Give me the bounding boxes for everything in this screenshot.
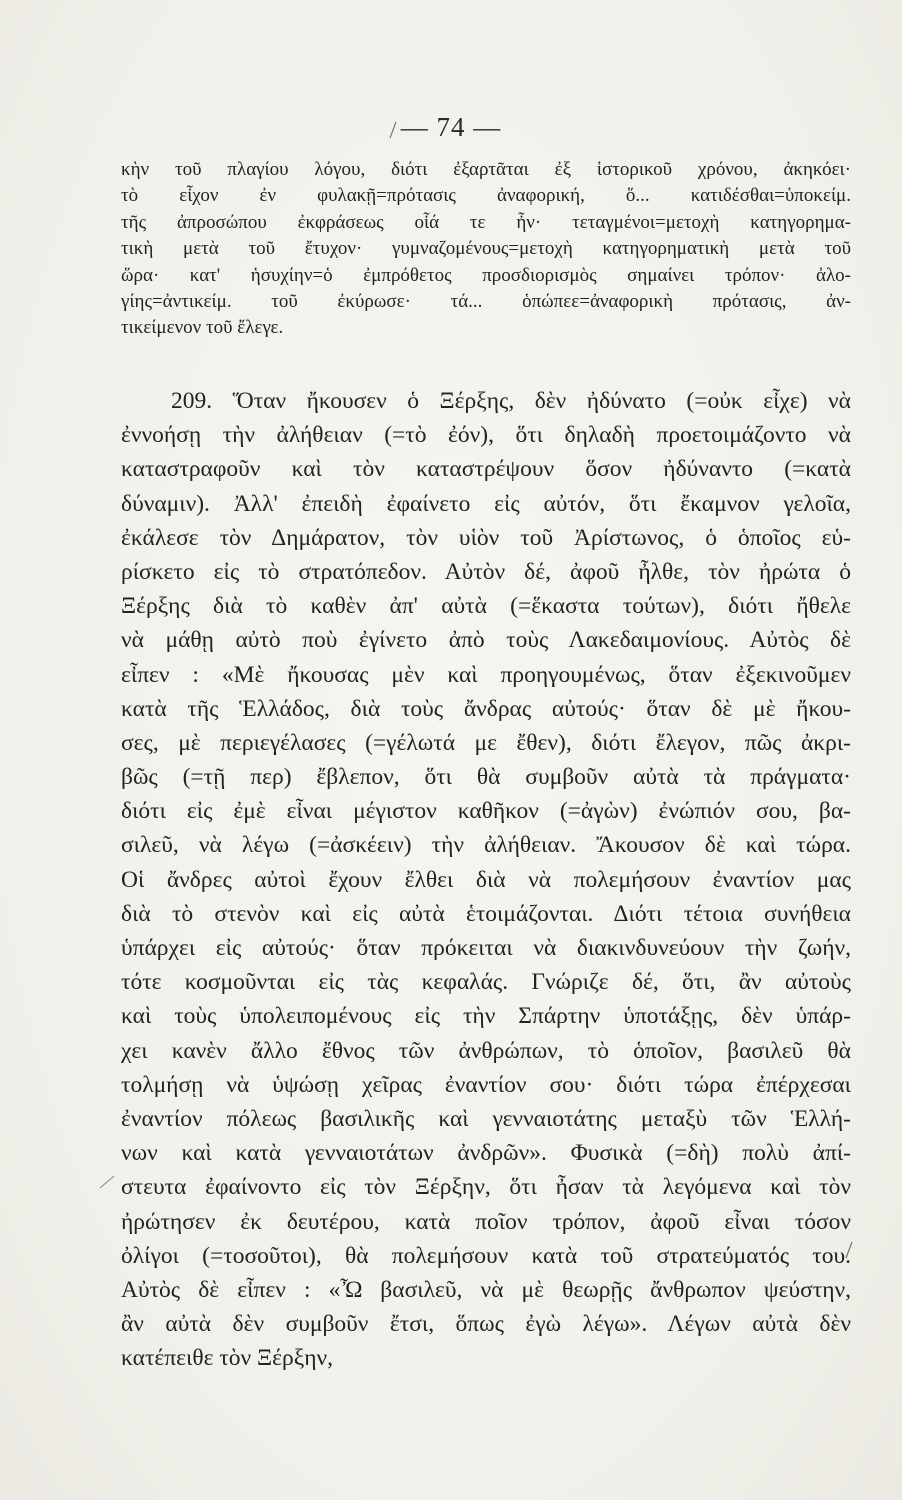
translation-paragraph-209 (121, 384, 851, 1375)
paragraph-line: βῶς (=τῇ περ) ἔβλεπον, ὅτι θὰ συμβοῦν αὐτὰ τὰ πράγματα· (121, 764, 851, 791)
paragraph-line: ρίσκετο εἰς τὸ στρατόπεδον. Αὐτὸν δέ, ἀφοῦ ἦλθε, τὸν ἠρώτα ὁ (121, 558, 851, 585)
paragraph-line: ἐννοήσῃ τὴν ἀλήθειαν (=τὸ ἐόν), ὅτι δηλαδὴ προετοιμάζοντο νὰ (121, 422, 851, 449)
note-line: τῆς ἀπροσώπου ἐκφράσεως οἷά τε ἦν· τεταγμένοι=μετοχὴ κατηγορημα- (121, 211, 851, 233)
paragraph-line: Οἱ ἄνδρες αὐτοὶ ἔχουν ἔλθει διὰ νὰ πολεμήσουν ἐναντίον μας (121, 866, 851, 893)
paragraph-line: ὀλίγοι (=τοσοῦτοι), θὰ πολεμήσουν κατὰ τοῦ στρατεύματός του. (121, 1242, 851, 1269)
pencil-stroke-left (98, 1172, 120, 1192)
note-line: γίης=ἀντικείμ. τοῦ ἐκύρωσε· τά... ὁπώπεε=ἀναφορικὴ πρότασις, ἀν- (121, 290, 851, 312)
paragraph-line: δύναμιν). Ἀλλ' ἐπειδὴ ἐφαίνετο εἰς αὐτόν, ὅτι ἔκαμνον γελοῖα, (121, 490, 851, 517)
note-line: τικείμενον τοῦ ἔλεγε. (121, 317, 284, 339)
paragraph-line: Ξέρξης διὰ τὸ καθὲν ἀπ' αὐτὰ (=ἕκαστα τούτων), διότι ἤθελε (121, 593, 851, 620)
paragraph-line: τολμήσῃ νὰ ὑψώσῃ χεῖρας ἐναντίον σου· διότι τώρα ἐπέρχεσαι (121, 1071, 851, 1098)
paragraph-line: εἶπεν : «Μὲ ἤκουσας μὲν καὶ προηγουμένως, ὅταν ἐξεκινοῦμεν (121, 661, 851, 688)
paragraph-line: νων καὶ κατὰ γενναιοτάτων ἀνδρῶν». Φυσικὰ (=δὴ) πολὺ ἀπί- (121, 1140, 851, 1167)
paragraph-line: σες, μὲ περιεγέλασες (=γέλωτά με ἔθεν), διότι ἔλεγον, πῶς ἀκρι- (121, 729, 851, 756)
paragraph-line: ὑπάρχει εἰς αὐτούς· ὅταν πρόκειται νὰ διακινδυνεύουν τὴν ζωήν, (121, 935, 851, 961)
paragraph-line: Αὐτὸς δὲ εἶπεν : «Ὦ βασιλεῦ, νὰ μὲ θεωρῇς ἄνθρωπον ψεύστην, (121, 1276, 851, 1303)
paragraph-line: κατὰ τῆς Ἑλλάδος, διὰ τοὺς ἄνδρας αὐτούς· ὅταν δὲ μὲ ἤκου- (121, 695, 851, 722)
paragraph-line: τότε κοσμοῦνται εἰς τὰς κεφαλάς. Γνώριζε δέ, ὅτι, ἂν αὐτοὺς (121, 969, 851, 996)
paragraph-line: ἠρώτησεν ἐκ δευτέρου, κατὰ ποῖον τρόπον, ἀφοῦ εἶναι τόσον (121, 1208, 851, 1235)
paragraph-line: ἐκάλεσε τὸν Δημάρατον, τὸν υἱὸν τοῦ Ἀρίστωνος, ὁ ὁποῖος εὑ- (121, 524, 851, 551)
paragraph-line: ἂν αὐτὰ δὲν συμβοῦν ἔτσι, ὅπως ἐγὼ λέγω». Λέγων αὐτὰ δὲν (121, 1311, 851, 1338)
paragraph-line: στευτα ἐφαίνοντο εἰς τὸν Ξέρξην, ὅτι ἦσαν τὰ λεγόμενα καὶ τὸν (121, 1174, 851, 1201)
note-line: κὴν τοῦ πλαγίου λόγου, διότι ἐξαρτᾶται ἐξ ἱστορικοῦ χρόνου, ἀκηκόει· (121, 159, 851, 180)
note-line: τὸ εἶχον ἐν φυλακῇ=πρότασις ἀναφορική, ὅ... κατιδέσθαι=ὑποκείμ. (121, 185, 851, 207)
paragraph-line: κατέπειθε τὸν Ξέρξην, (121, 1345, 333, 1372)
paragraph-line: καταστραφοῦν καὶ τὸν καταστρέψουν ὅσον ἠδύναντο (=κατὰ (121, 456, 851, 483)
note-line: ὥρα· κατ' ἡσυχίην=ὁ ἐμπρόθετος προσδιορισμὸς σημαίνει τρόπον· ἀλο- (121, 264, 851, 286)
paragraph-line: διὰ τὸ στενὸν καὶ εἰς αὐτὰ ἑτοιμάζονται. Διότι τέτοια συνήθεια (121, 900, 851, 927)
paragraph-line: ἐναντίον πόλεως βασιλικῆς καὶ γενναιοτάτης μεταξὺ τῶν Ἑλλή- (121, 1105, 851, 1132)
paragraph-line: καὶ τοὺς ὑπολειπομένους εἰς τὴν Σπάρτην ὑποτάξῃς, δὲν ὑπάρ- (121, 1003, 851, 1030)
paragraph-line: σιλεῦ, νὰ λέγω (=ἀσκέειν) τὴν ἀλήθειαν. Ἄκουσον δὲ καὶ τώρα. (121, 832, 851, 859)
paragraph-line: διότι εἰς ἐμὲ εἶναι μέγιστον καθῆκον (=ἀγὼν) ἐνώπιόν σου, βα- (121, 798, 851, 825)
page-number: — 74 — (400, 112, 502, 142)
pencil-stroke-top (384, 118, 404, 140)
commentary-notes (121, 157, 851, 342)
paragraph-line: 209. Ὅταν ἤκουσεν ὁ Ξέρξης, δὲν ἠδύνατο (=οὐκ εἶχε) νὰ (171, 388, 851, 414)
note-line: τικὴ μετὰ τοῦ ἔτυχον· γυμναζομένους=μετοχὴ κατηγορηματικὴ μετὰ τοῦ (121, 238, 851, 260)
paragraph-line: χει κανὲν ἄλλο ἔθνος τῶν ἀνθρώπων, τὸ ὁποῖον, βασιλεῦ θὰ (121, 1037, 851, 1064)
pencil-stroke-right (840, 1238, 860, 1260)
paragraph-line: νὰ μάθῃ αὐτὸ ποὺ ἐγίνετο ἀπὸ τοὺς Λακεδαιμονίους. Αὐτὸς δὲ (121, 627, 851, 654)
